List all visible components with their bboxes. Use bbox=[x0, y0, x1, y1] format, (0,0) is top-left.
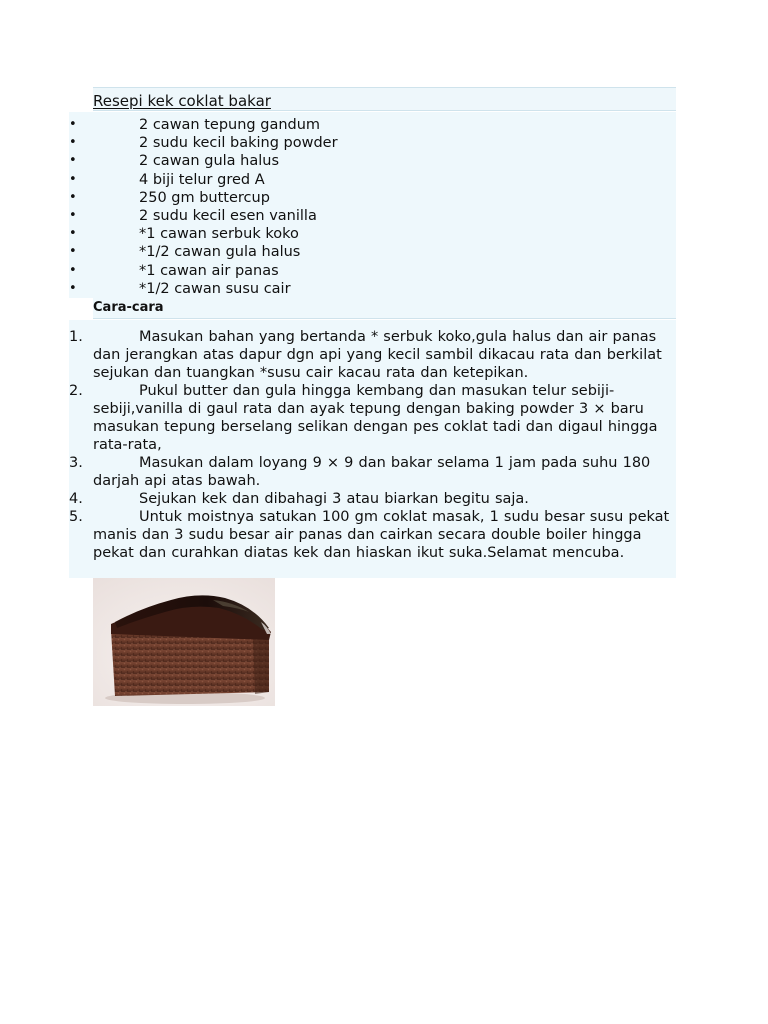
step-number: 4. bbox=[69, 491, 83, 507]
step-number: 5. bbox=[69, 509, 83, 525]
ingredient-text: 2 sudu kecil baking powder bbox=[139, 135, 338, 152]
ingredient-item bbox=[69, 152, 676, 170]
step-item bbox=[69, 328, 676, 382]
chocolate-cake-slice-photo-icon bbox=[93, 578, 275, 706]
step-number: 2. bbox=[69, 383, 83, 399]
recipe-title: Resepi kek coklat bakar bbox=[93, 92, 271, 110]
ingredient-item bbox=[69, 116, 676, 134]
bullet-icon: • bbox=[69, 280, 77, 296]
bullet-icon: • bbox=[69, 153, 77, 169]
ingredient-text: 250 gm buttercup bbox=[139, 189, 270, 206]
ingredient-text: *1/2 cawan gula halus bbox=[139, 244, 301, 261]
ingredient-item bbox=[69, 262, 676, 280]
step-item bbox=[69, 490, 676, 508]
ingredient-text: *1/2 cawan susu cair bbox=[139, 280, 291, 297]
step-text: Masukan dalam loyang 9 × 9 dan bakar selama 1 jam pada suhu 180 darjah api atas bawah. bbox=[93, 455, 651, 489]
step-item bbox=[69, 454, 676, 490]
ingredient-item bbox=[69, 189, 676, 207]
ingredients-list bbox=[69, 116, 676, 298]
step-number: 1. bbox=[69, 329, 83, 345]
bullet-icon: • bbox=[69, 189, 77, 205]
method-heading-band bbox=[93, 298, 676, 319]
ingredient-text: *1 cawan air panas bbox=[139, 262, 279, 279]
ingredient-item bbox=[69, 225, 676, 243]
bullet-icon: • bbox=[69, 262, 77, 278]
bullet-icon: • bbox=[69, 226, 77, 242]
step-number: 3. bbox=[69, 455, 83, 471]
ingredient-text: 2 cawan gula halus bbox=[139, 153, 280, 170]
bullet-icon: • bbox=[69, 135, 77, 151]
ingredient-item bbox=[69, 280, 676, 298]
bullet-icon: • bbox=[69, 244, 77, 260]
ingredient-text: 2 cawan tepung gandum bbox=[139, 117, 321, 133]
step-text: Sejukan kek dan dibahagi 3 atau biarkan begitu saja. bbox=[139, 491, 529, 507]
ingredient-text: 4 biji telur gred A bbox=[139, 171, 265, 188]
ingredient-item bbox=[69, 171, 676, 189]
ingredient-text: *1 cawan serbuk koko bbox=[139, 226, 299, 243]
ingredient-item bbox=[69, 134, 676, 152]
ingredient-text: 2 sudu kecil esen vanilla bbox=[139, 207, 317, 224]
step-item bbox=[69, 382, 676, 454]
bullet-icon: • bbox=[69, 117, 77, 132]
step-text: Untuk moistnya satukan 100 gm coklat masak, 1 sudu besar susu pekat manis dan 3 sudu besar air panas dan cairkan secara double boiler hingga pekat dan curahkan diatas kek dan hiaskan ikut suka.Selamat mencuba. bbox=[93, 509, 670, 561]
step-text: Pukul butter dan gula hingga kembang dan masukan telur sebiji-sebiji,vanilla di gaul rata dan ayak tepung dengan baking powder 3 × baru masukan tepung berselang selikan dengan pes coklat tadi dan digaul hingga rata-rata, bbox=[93, 383, 658, 453]
ingredient-item bbox=[69, 207, 676, 225]
steps-list bbox=[69, 328, 676, 562]
step-text: Masukan bahan yang bertanda * serbuk koko,gula halus dan air panas dan jerangkan atas dapur dgn api yang kecil sambil dikacau rata dan berkilat sejukan dan tuangkan *susu cair kacau rata dan ketepikan. bbox=[93, 329, 662, 381]
method-heading: Cara-cara bbox=[93, 300, 164, 315]
bullet-icon: • bbox=[69, 171, 77, 187]
ingredient-item bbox=[69, 243, 676, 261]
bullet-icon: • bbox=[69, 207, 77, 223]
step-item bbox=[69, 508, 676, 562]
